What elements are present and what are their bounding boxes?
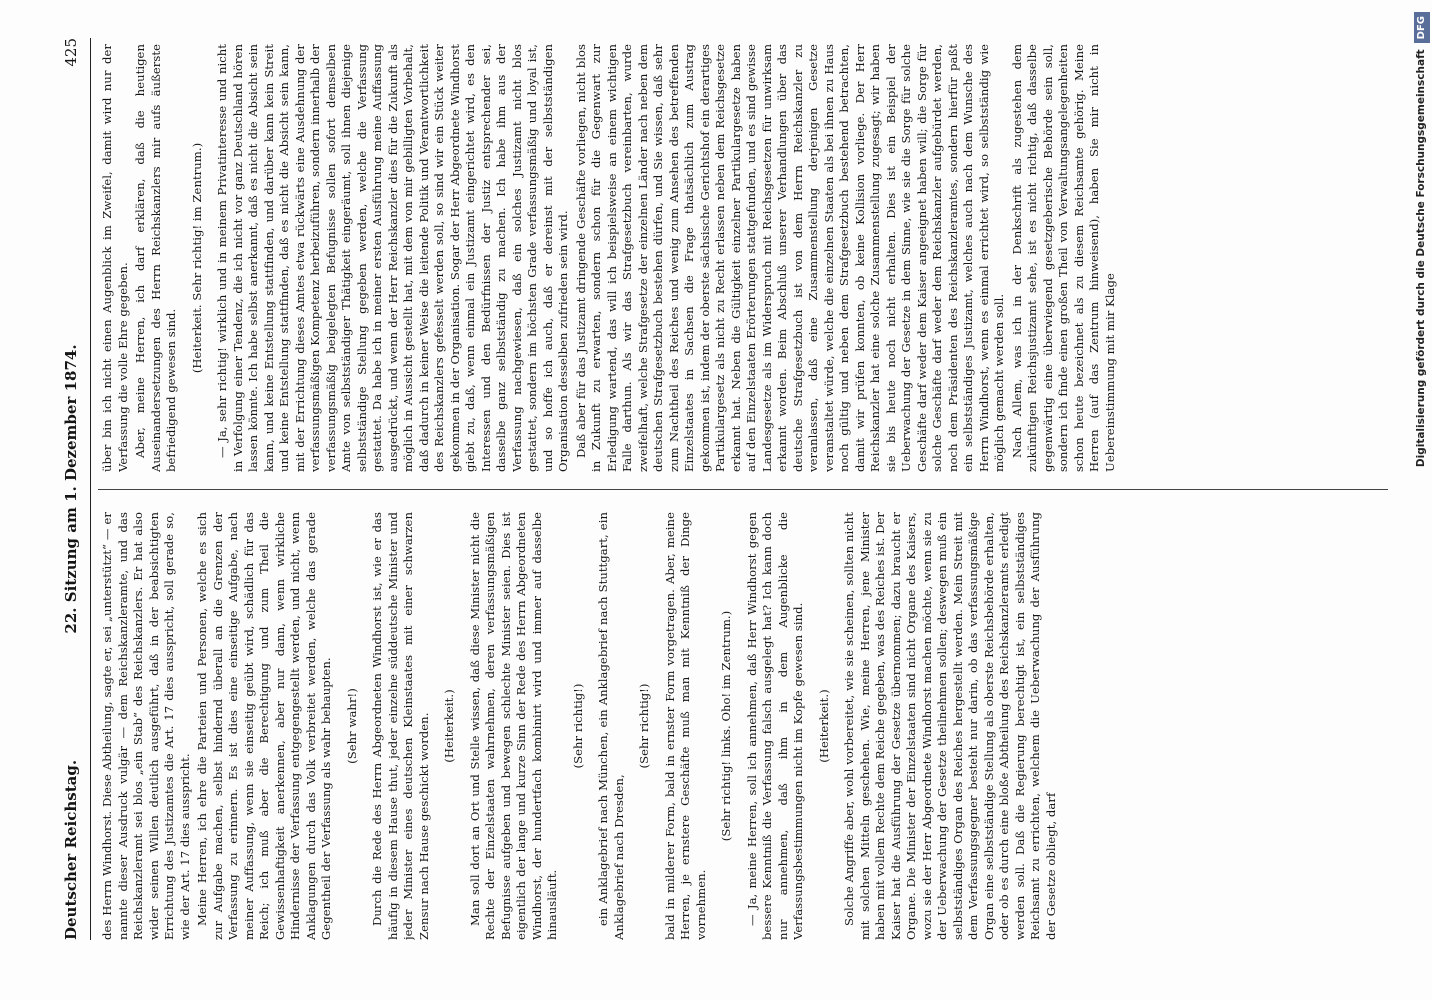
page-number: 425: [62, 38, 80, 67]
stage-direction: (Sehr richtig!): [570, 683, 585, 769]
left-column: [100, 512, 1400, 940]
column-divider: [98, 489, 1388, 490]
stage-direction: (Heiterkeit. Sehr richtig! im Zentrum.): [189, 142, 204, 374]
page-header: [62, 38, 88, 940]
stage-direction: (Sehr richtig!): [637, 683, 651, 769]
paragraph: — Ja, meine Herren, soll ich annehmen, daß Herr Windhorst gegen bessere Kenntniß die Verfassung falsch ausgelegt hat? Ich kann doch nur annehmen, daß ihm in dem Augenblicke die Verfassungsbestimmungen nicht im Kopfe gewesen sind.: [744, 512, 805, 940]
right-column: [100, 44, 1400, 472]
stage-direction: (Sehr wahr!): [344, 688, 359, 764]
paragraph: des Herrn Windhorst. Diese Abtheilung, sagte er, sei „unterstützt“ — er nannte dieser Ausdruck vulgär — dem Reichskanzleramte, und das Reichskanzleramt sei blos „ein Stab“ des Reichskanzlers. Er hat also wider seinen Willen deutlich ausgeführt, daß in der beabsichtigten Errichtung des Justizamtes die Art. 17 dies ausspricht, soll gerade so, wie der Art. 17 dies ausspricht.: [100, 512, 192, 940]
stage-direction: (Sehr richtig! links. Oho! im Zentrum.): [719, 610, 733, 842]
header-rule: [90, 38, 91, 940]
paragraph: — Ja, sehr richtig! wirklich und in meinem Privatinteresse und nicht in Verfolgung einer Tendenz, die ich nicht vor ganz Deutschland hören lassen könnte. Ich habe selbst anerkannt, daß es nicht die Absicht sein kann, und keine Entstellung stattfinden, und darüber kann kein Streit und keine Entstellung stattfinden, daß es nicht die Absicht sein kann, mit der Errichtung dieses Amtes etwa rückwärts eine Ausdehnung der verfassungsmäßigen Kompetenz herbeizuführen, sondern innerhalb der verfassungsmäßig beigelegten Befugnisse sollen sofort demselben Amte von selbstständiger Thätigkeit eingeräumt, soll ihnen diejenige selbstständige Stellung gegeben werden, welche die Verfassung gestattet. Da habe ich in meiner ersten Ausführung meine Auffassung ausgedrückt, und wenn der Herr Reichskanzler dies für die Zukunft als möglich in Aussicht gestellt hat, mit dem von mir gebilligten Vorbehalt, daß dadurch in keiner Weise die leitende Politik und Verantwortlichkeit des Reichskanzlers gefesselt werden soll, so sind wir ein Stück weiter gekommen in der Organisation. Sogar der Herr Abgeordnete Windhorst giebt zu, daß, wenn einmal ein Justizamt eingerichtet wird, es den Interessen und den Bedürfnissen der Justiz entsprechender sei, dasselbe ganz selbstständig zu machen. Ich habe ihm aus der Verfassung nachgewiesen, daß ein solches Justizamt nicht blos gestattet, sondern im höchsten Grade verfassungsmäßig und loyal ist, und so hoffe ich auch, daß er dereinst mit der selbstständigen Organisation desselben zufrieden sein wird.: [215, 44, 570, 472]
header-session: 22. Sitzung am 1. Dezember 1874.: [62, 344, 80, 634]
credit-text: Digitalisierung gefördert durch die Deutsche Forschungsgemeinschaft: [1415, 49, 1427, 468]
paragraph: ein Anklagebrief nach München, ein Anklagebrief nach Stuttgart, ein Anklagebrief nach Dresden,: [596, 512, 626, 940]
paragraph: Durch die Rede des Herrn Abgeordneten Windhorst ist, wie er das häufig in diesem Hause thut, jeder einzelne süddeutsche Minister und jeder Minister eines deutschen Kleinstaates mit einer schwarzen Zensur nach Hause geschickt worden.: [370, 512, 431, 940]
paragraph: Man soll dort an Ort und Stelle wissen, daß diese Minister nicht die Rechte der Einzelstaaten wahrnehmen, deren verfassungsmäßigen Befugnisse aufgeben und bewegen schlechte Minister seien. Dies ist eigentlich der lange und kurze Sinn der Rede des Herrn Abgeordneten Windhorst, der hundertfach kombinirt wird und immer auf dasselbe hinausläuft.: [467, 512, 559, 940]
paragraph: bald in milderer Form, bald in ernster Form vorgetragen. Aber, meine Herren, je ernstere Geschäfte muß man mit Kenntniß der Dinge vornehmen.: [662, 512, 708, 940]
stage-direction: (Heiterkeit.): [442, 689, 456, 763]
header-title: Deutscher Reichstag.: [62, 759, 80, 940]
paragraph: Meine Herren, ich ehre die Parteien und Personen, welche es sich zur Aufgabe machen, selbst hindernd überall an die Grenzen der Verfassung zu erinnern. Es ist dies eine einseitige Aufgabe, nach meiner Auffassung, wenn sie einseitig geübt wird, schädlich für das Reich; ich muß aber die Berechtigung und zum Theil die Gewissenhaftigkeit anerkennen, aber nur dann, wenn wirkliche Hindernisse der Verfassung entgegengestellt werden, und nicht, wenn Anklagungen durch das Volk verbreitet werden, welche das gerade Gegentheil der Verfassung als wahr behaupten.: [195, 512, 333, 940]
paragraph: Nach Allem, was ich in der Denkschrift als zugestehen dem zukünftigen Reichsjustizamt sehe, ist es nicht richtig, daß dasselbe gegenwärtig eine überwiegend gesetzgeberische Behörde sein soll, sondern ich finde einen großen Theil von Verwaltungsangelegenheiten schon heute bezeichnet als zu diesem Reichsamte gehörig. Meine Herren (auf das Zentrum hinweisend), haben Sie mir nicht in Uebereinstimmung mit mir Klage: [1009, 44, 1117, 472]
paragraph: Daß aber für das Justizamt dringende Geschäfte vorliegen, nicht blos in Zukunft zu erwarten, sondern schon für die Gegenwart zur Erledigung wartend, das will ich beispielsweise an einem wichtigen Falle darthun. Als wir das Strafgesetzbuch vereinbarten, wurde zweifelhaft, welche Strafgesetze der einzelnen Länder nach neben dem deutschen Strafgesetzbuch bestehen dürfen, und Sie wissen, daß sehr zum Nachtheil des Reiches und wenig zum Ansehen des betreffenden Einzelstaates in Sachsen die Frage thatsächlich zum Austrag gekommen ist, indem der oberste sächsische Gerichtshof ein derartiges Partikulargesetz als nicht zu Recht erlassen neben dem Reichsgesetze erkannt hat. Neben die Gültigkeit einzelner Partikulargesetze haben auf den Einzelstaaten Erörterungen stattgefunden, und es sind gewisse Landesgesetze als im Widerspruch mit Reichsgesetzen für unwirksam erkannt worden. Beim Abschluß unserer Verhandlungen über das deutsche Strafgesetzbuch ist von dem Herrn Reichskanzler zu veranlassen, daß eine Zusammenstellung derjenigen Gesetze veranstaltet würde, welche die einzelnen Staaten als bei ihnen zu Haus noch gültig und neben dem Strafgesetzbuch bestehend betrachten, damit wir prüfen konnten, ob keine Kollision vorliege. Der Herr Reichskanzler hat eine solche Zusammenstellung zugesagt; wir haben sie bis heute noch nicht erhalten. Dies ist ein Beispiel der Ueberwachung der Gesetze in dem Sinne, wie sie die Sorge für solche Geschäfte darf weder dem Kaiser angeeignet haben will; die Sorge für solche Geschäfte darf weder dem Reichskanzler aufgebürdet werden, noch dem Präsidenten des Reichskanzleramtes, sondern hierfür paßt ein selbstständiges Justizamt, welches auch nach dem Wunsche des Herrn Windhorst, wenn es einmal errichtet wird, so selbstständig wie möglich gemacht werden soll.: [573, 44, 1006, 472]
dfg-logo: DFG: [1414, 12, 1430, 43]
stage-direction: (Heiterkeit.): [816, 689, 831, 763]
paragraph: Aber, meine Herren, ich darf erklären, daß die heutigen Auseinandersetzungen des Herrn Reichskanzlers mir aufs äußerste befriedigend gewesen sind.: [133, 44, 178, 472]
paragraph: Solche Angriffe aber, wohl vorbereitet, wie sie scheinen, sollten nicht mit solchen Mitteln geschehen. Wie, meine Herren, jene Minister haben mit vollem Rechte dem Reiche gegeben, was des Reiches ist. Der Kaiser hat die Ausführung der Gesetze übernommen; dazu braucht er Organe. Die Minister der Einzelstaaten sind nicht Organe des Kaisers, wozu sie der Herr Abgeordnete Windhorst machen möchte, wenn sie zu der Ueberwachung der Gesetze theilnehmen sollen; deswegen muß ein selbstständiges Organ des Reiches hergestellt werden. Mein Streit mit dem Verfassungsgegner besteht nur darin, ob das verfassungsmäßige Organ eine selbstständige Stellung als oberste Reichsbehörde erhalten, oder ob es durch eine bloße Abtheilung des Reichskanzleramts erledigt werden soll. Daß die Regierung berechtigt ist, ein selbstständiges Reichsamt zu errichten, welchem die Ueberwachung der Ausführung der Gesetze obliegt, darf: [842, 512, 1058, 940]
paragraph: über bin ich nicht einen Augenblick im Zweifel, damit wird nur der Verfassung die volle Ehre gegeben.: [100, 44, 130, 472]
digitization-credit: [1408, 12, 1430, 992]
